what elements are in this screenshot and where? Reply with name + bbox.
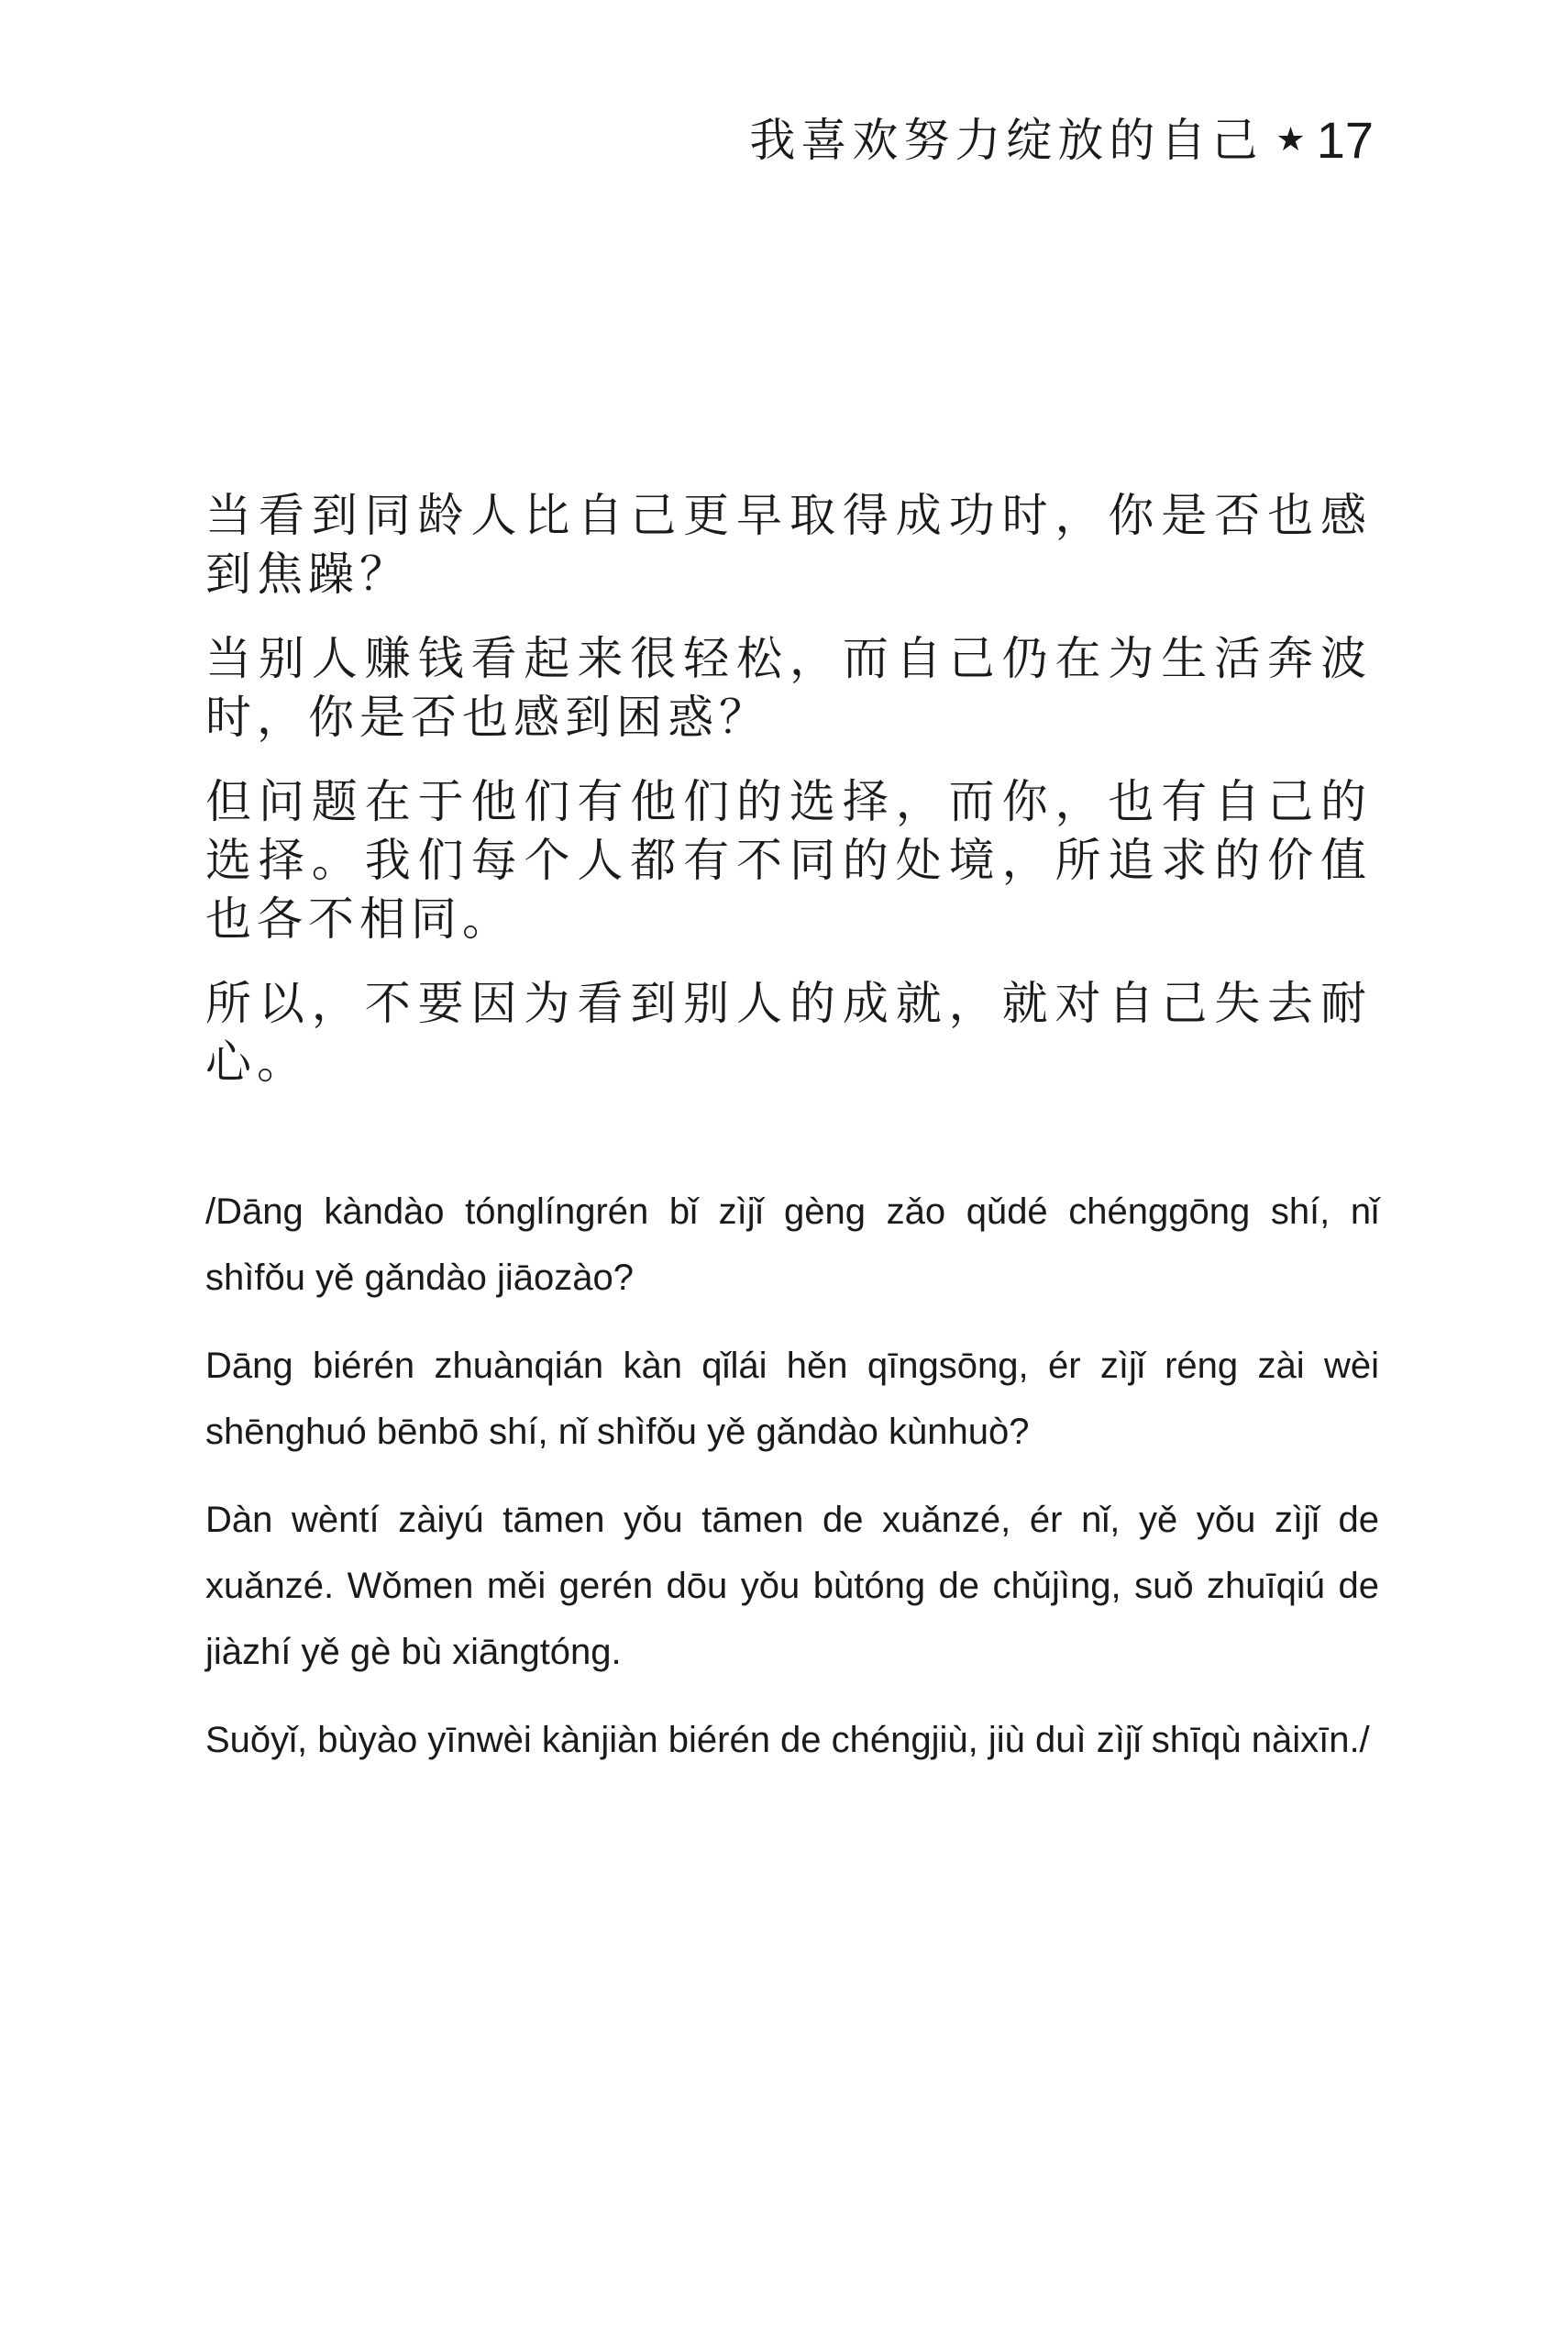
chinese-text <box>205 486 1372 1117</box>
chinese-paragraph: 但问题在于他们有他们的选择，而你，也有自己的选择。我们每个人都有不同的处境，所追求的价值也各不相同。 <box>205 775 1372 946</box>
pinyin-text <box>205 1179 1379 1795</box>
pinyin-paragraph: /Dāng kàndào tónglíngrén bǐ zìjǐ gèng zǎo qǔdé chénggōng shí, nǐ shìfǒu yě gǎndào jiāozào? <box>205 1191 1379 1298</box>
pinyin-paragraph: Suǒyǐ, bùyào yīnwèi kànjiàn biérén de chéngjiù, jiù duì zìjǐ shīqù nàixīn./ <box>205 1720 1370 1760</box>
chinese-paragraph: 当别人赚钱看起来很轻松，而自己仍在为生活奔波时，你是否也感到困惑？ <box>205 632 1372 744</box>
book-title: 我喜欢努力绽放的自己 <box>749 114 1264 167</box>
chinese-paragraph: 所以，不要因为看到别人的成就，就对自己失去耐心。 <box>205 977 1372 1089</box>
chinese-paragraph: 当看到同龄人比自己更早取得成功时，你是否也感到焦躁？ <box>205 489 1372 601</box>
page-number: 17 <box>1316 111 1374 169</box>
running-header <box>749 108 1374 172</box>
star-icon: ★ <box>1275 121 1306 159</box>
pinyin-paragraph: Dāng biérén zhuànqián kàn qǐlái hěn qīngsōng, ér zìjǐ réng zài wèi shēnghuó bēnbō shí, nǐ shìfǒu yě gǎndào kùnhuò? <box>205 1346 1379 1452</box>
pinyin-paragraph: Dàn wèntí zàiyú tāmen yǒu tāmen de xuǎnzé, ér nǐ, yě yǒu zìjǐ de xuǎnzé. Wǒmen měi gerén dōu yǒu bùtóng de chǔjìng, suǒ zhuīqiú de jiàzhí yě gè bù xiāngtóng. <box>205 1500 1379 1672</box>
